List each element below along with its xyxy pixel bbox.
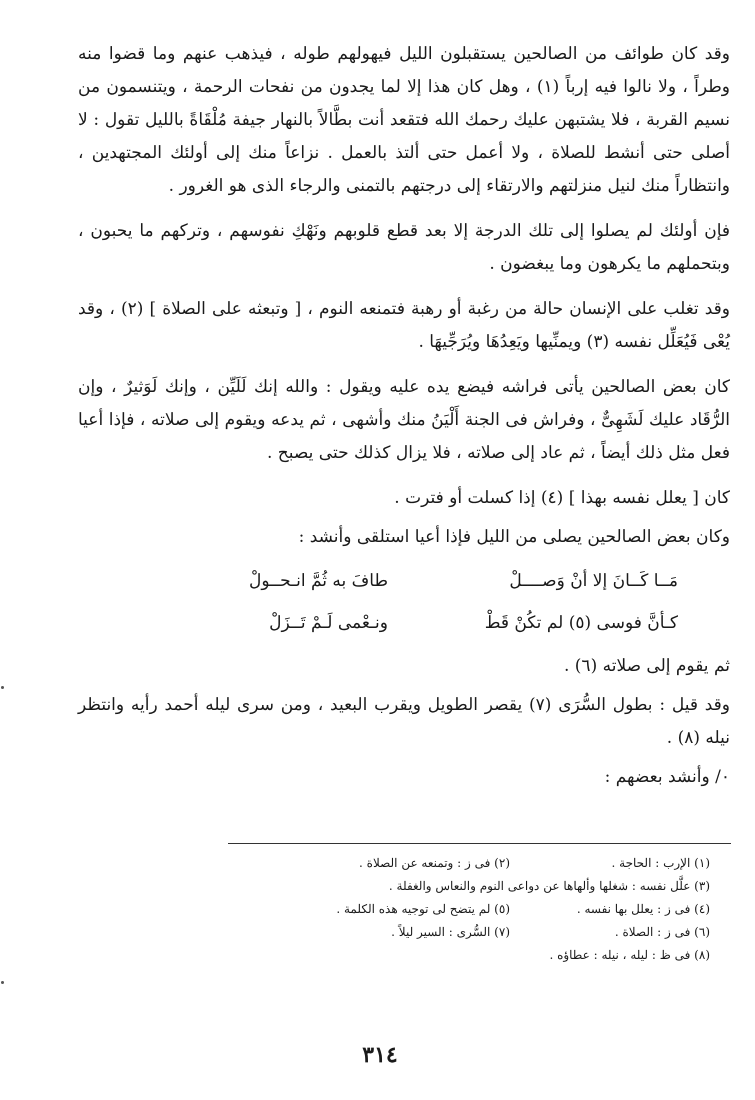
scan-edge-mark xyxy=(1,686,4,689)
paragraph-4: كان بعض الصالحين يأتى فراشه فيضع يده عليه ويقول : والله إنك لَلَيِّن ، وإنك لَوَثيرٌ ، وإن الرُّقَاد عليك لَشَهِىٌّ ، وفراش فى الجنة أَلْيَنُ منك وأشهى ، ثم يدعه ويقوم إلى صلاته ، فإذا أعيا فعل مثل ذلك أيضاً ، ثم عاد إلى صلاته ، فلا يزال كذلك حتى يصبح . xyxy=(78,377,730,463)
main-text xyxy=(78,38,730,800)
footnote-4: (٤) فى ز : يعلل بها نفسه . xyxy=(576,902,710,916)
footnotes xyxy=(70,852,710,967)
poem xyxy=(78,560,730,644)
poem-intro-line: ٠/ وأنشد بعضهم : xyxy=(604,767,730,787)
paragraph-2: فإن أولئك لم يصلوا إلى تلك الدرجة إلا بعد قطع قلوبهم ونَهْكِ نفوسهم ، وتركهم ما يحبون ، وبتحملهم ما يكرهون وما يبغضون . xyxy=(78,221,730,274)
scan-edge-mark xyxy=(1,981,4,984)
after-poem-line: ثم يقوم إلى صلاته (٦) . xyxy=(563,656,730,676)
poem-verse-1 xyxy=(78,560,730,602)
verse-2-first-hemistich: كـأنَّ فوسى (٥) لم تكُنْ قَطْ xyxy=(484,613,678,633)
footnote-7: (٧) السُّرى : السير ليلاً . xyxy=(391,925,510,939)
footnote-row xyxy=(70,921,710,944)
footnote-row xyxy=(70,898,710,921)
page-number: ٣١٤ xyxy=(362,1042,398,1068)
paragraph-7: وقد قيل : بطول السُّرَى (٧) يقصر الطويل ويقرب البعيد ، ومن سرى ليله أحمد رأيه وانتظر نيله (٨) . xyxy=(78,695,730,748)
paragraph-6: وكان بعض الصالحين يصلى من الليل فإذا أعيا استلقى وأنشد : xyxy=(298,527,730,547)
footnote-1: (١) الإرب : الحاجة . xyxy=(611,856,710,870)
paragraph-5: كان [ يعلل نفسه بهذا ] (٤) إذا كسلت أو فترت . xyxy=(394,488,730,508)
paragraph-1: وقد كان طوائف من الصالحين يستقبلون الليل فيهولهم طوله ، فيذهب عنهم وما قضوا منه وطراً ، ولا نالوا فيه إرباً (١) ، وهل كان هذا إلا لما يجدون من نفحات الرحمة ، ويتنسمون من نسيم القربة ، فلا يشتبهن عليك رحمك الله فتقعد أنت بطَّالاً بالنهار جيفة مُلْقَاةً بالليل تقول : لا أصلى حتى أنشط للصلاة ، ولا أعمل حتى ألتذ بالعمل . نزاعاً منك إلى أولئك المجتهدين ، وانتظاراً منك لنيل منزلتهم والارتقاء إلى درجتهم بالتمنى والرجاء الذى هو الغرور . xyxy=(78,44,731,196)
footnote-6: (٦) فى ز : الصلاة . xyxy=(614,925,710,939)
footnote-row xyxy=(70,875,710,898)
poem-verse-2 xyxy=(78,602,730,644)
footnote-divider xyxy=(228,843,731,844)
verse-1-first-hemistich: مَــا كَــانَ إلا أنْ وَصــــلْ xyxy=(509,571,678,591)
footnote-row xyxy=(70,944,710,967)
paragraph-3: وقد تغلب على الإنسان حالة من رغبة أو رهبة فتمنعه النوم ، [ وتبعثه على الصلاة ] (٢) ، وقد يُعْى فَيُعَلِّل نفسه (٣) ويمنِّيها ويَعِدُهَا ويُرَجِّيهَا . xyxy=(78,299,731,352)
footnote-3: (٣) علَّل نفسه : شغلها وألهاها عن دواعى النوم والنعاس والغفلة . xyxy=(388,879,710,893)
footnote-8: (٨) فى ظ : ليله ، نيله : عطاؤه . xyxy=(549,948,710,962)
footnote-5: (٥) لم يتضح لى توجيه هذه الكلمة . xyxy=(336,902,510,916)
verse-1-second-hemistich: طافَ به ثُمَّ انـحــولْ xyxy=(249,571,388,591)
footnote-2: (٢) فى ز : وتمنعه عن الصلاة . xyxy=(359,856,510,870)
verse-2-second-hemistich: ونـعْمى لَـمْ تَــزَلْ xyxy=(269,613,388,633)
footnote-row xyxy=(70,852,710,875)
